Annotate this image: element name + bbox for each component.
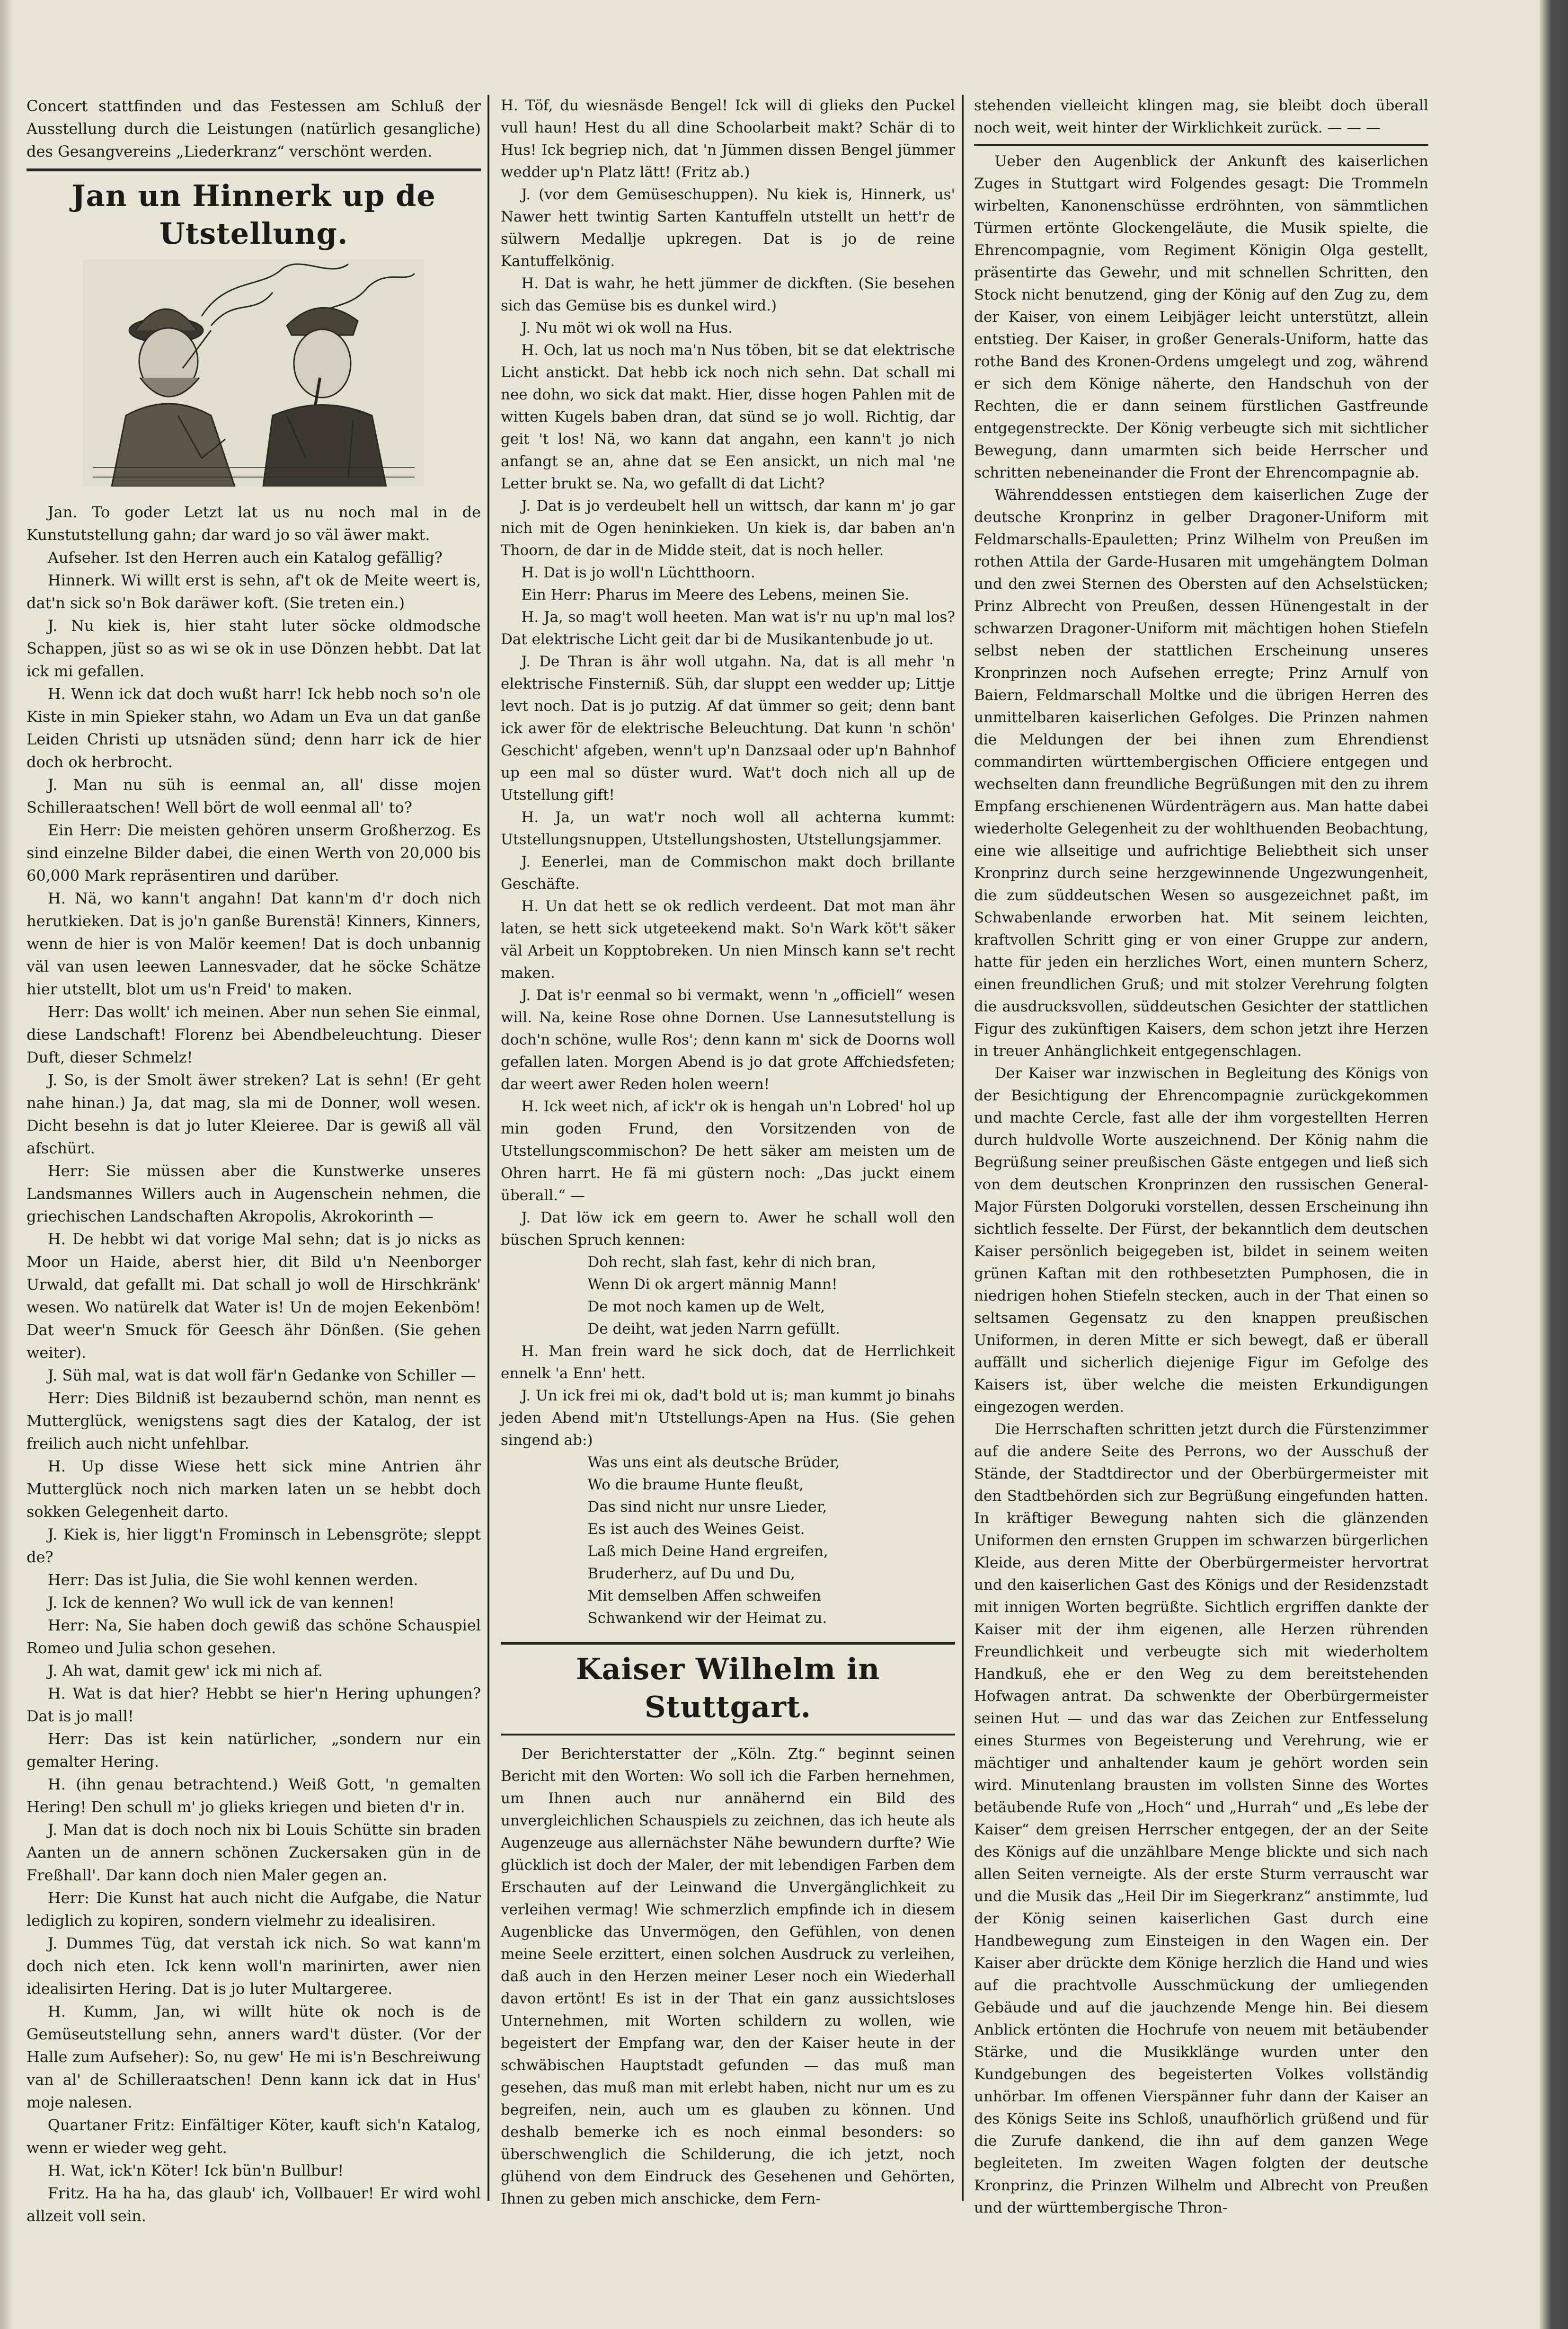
text-paragraph: J. Dummes Tüg, dat verstah ick nich. So wat kann'm doch nich eten. Ick kenn woll'n marinirten, awer nien idealisirten Hering. Dat is jo luter Multargeree. xyxy=(27,1934,481,1998)
text-paragraph: Es ist auch des Weines Geist. xyxy=(587,1521,805,1538)
text-paragraph: Herr: Das ist Julia, die Sie wohl kennen werden. xyxy=(47,1571,418,1589)
page-left-edge xyxy=(0,0,13,2329)
text-paragraph: Ein Herr: Pharus im Meere des Lebens, meinen Sie. xyxy=(521,586,910,603)
kaiser-article-paragraph: Der Berichterstatter der „Köln. Ztg.“ beginnt seinen Bericht mit den Worten: Wo soll ich die Farben hernehmen, um Ihnen auch nur annähernd ein Bild des unvergleichlichen Schauspiels zu zeichnen, das ich heute als Augenzeuge aus allernächster Nähe bewundern durfte? Wie glücklich ist doch der Maler, der mit lebendigen Farben dem Erschauten auf der Leinwand die Unvergänglichkeit zu verleihen vermag! Wie schmerzlich empfinde ich in diesem Augenblicke das Unvermögen, den Gefühlen, von denen meine Seele erzittert, einen solchen Ausdruck zu verleihen, daß auch in den Herzen meiner Leser noch ein Wiederhall davon ertönt! Es ist in der That ein ganz aussichtsloses Unternehmen, mit Worten schildern zu wollen, wie begeistert der Empfang war, den der Kaiser heute in der schwäbischen Hauptstadt gefunden — das muß man gesehen, das muß man mit erlebt haben, nicht nur um es zu begreifen, nein, auch um es glauben zu können. Und deshalb bemerke ich es noch einmal besonders: so überschwenglich die Schilderung, die ich jetzt, noch glühend von dem Eindruck des Gesehenen und Gehörten, Ihnen zu geben mich anschicke, dem Fern- xyxy=(501,1745,955,2207)
text-paragraph: J. De Thran is ähr woll utgahn. Na, dat is all mehr 'n elektrische Finsterniß. Süh, dar sluppt een wedder up; Littje levt noch. Dat is jo putzig. Af dat ümmer so geit; denn bant ick awer för de elektrische Beleuchtung. Dat kunn 'n schön' Geschicht' afgeben, wenn't up'n Danzsaal oder up'n Bahnhof up een mal so düster wurd. Wat't doch nich all up de Utstellung gift! xyxy=(501,653,955,804)
text-paragraph: Herr: Das ist kein natürlicher, „sondern nur ein gemalter Hering. xyxy=(27,1730,481,1771)
text-paragraph: Laß mich Deine Hand ergreifen, xyxy=(587,1543,828,1560)
text-paragraph: J. Süh mal, wat is dat woll fär'n Gedanke von Schiller — xyxy=(47,1366,476,1384)
text-paragraph: De mot noch kamen up de Welt, xyxy=(587,1298,825,1315)
section-divider xyxy=(27,168,481,171)
text-paragraph: J. Nu möt wi ok woll na Hus. xyxy=(521,319,733,337)
text-paragraph: J. Kiek is, hier liggt'n Frominsch in Lebensgröte; sleppt de? xyxy=(27,1525,481,1566)
text-paragraph: Herr: Na, Sie haben doch gewiß das schöne Schauspiel Romeo und Julia schon gesehen. xyxy=(27,1616,481,1657)
text-paragraph: Hinnerk. Wi willt erst is sehn, af't ok de Meite weert is, dat'n sick so'n Bok daräwer koft. (Sie treten ein.) xyxy=(27,571,481,612)
text-paragraph: J. Dat is jo verdeubelt hell un wittsch, dar kann m' jo gar nich mit de Ogen heninkieken. Un kiek is, dar baben an'n Thoorn, de dar in de Midde steit, dat is noch heller. xyxy=(501,497,955,559)
column-2 xyxy=(501,95,955,2210)
text-paragraph: Der Kaiser war inzwischen in Begleitung des Königs von der Besichtigung der Ehrencompagnie zurückgekommen und machte Cercle, fast alle der ihm vorgestellten Herren durch huldvolle Worte auszeichnend. Der König nahm die Begrüßung seiner preußischen Gäste entgegen und ließ sich von dem deutschen Kronprinzen den russischen General-Major Fürsten Dolgoruki vorstellen, dessen Erscheinung ihn sichtlich fesselte. Der Fürst, der bekanntlich dem deutschen Kaiser persönlich beigegeben ist, bildet in seinem weiten grünen Kaftan mit den rothbesetzten Pumphosen, die in niedrigen hohen Stiefeln stecken, auch in der That einen so seltsamen Gegensatz zu den knappen preußischen Uniformen, in deren Mitte er sich bewegt, daß er überall auffällt und sicherlich diejenige Figur im Gefolge des Kaisers ist, über welche die meisten Erkundigungen eingezogen werden. xyxy=(974,1065,1428,1416)
kaiser-article-continued xyxy=(974,95,1428,2219)
text-paragraph: H. Kumm, Jan, wi willt hüte ok noch is de Gemüseutstellung sehn, anners ward't düster. (Vor der Halle zum Aufseher): So, nu gew' He mi is'n Beschreiwung van al' de Schilleraatschen! Denn kann ick dat in Hus' moje nalesen. xyxy=(27,2002,481,2111)
text-paragraph: H. Wenn ick dat doch wußt harr! Ick hebb noch so'n ole Kiste in min Spieker stahn, wo Adam un Eva un dat ganße Leiden Christi up utsnäden sünd; denn harr ick de hier doch ok herbrocht. xyxy=(27,685,481,771)
text-paragraph: J. Dat is'r eenmal so bi vermakt, wenn 'n „officiell“ wesen will. Na, keine Rose ohne Dornen. Use Lannesutstellung is doch'n schöne, wulle Ros'; denn kann m' sick de Doorns woll gefallen laten. Morgen Abend is jo dat grote Affchiedsfeten; dar weert awer Reden holen weern! xyxy=(501,987,955,1093)
text-paragraph: J. Un ick frei mi ok, dad't bold ut is; man kummt jo binahs jeden Abend mit'n Utstellungs-Apen na Hus. (Sie gehen singend ab:) xyxy=(501,1387,955,1449)
text-paragraph: Doh recht, slah fast, kehr di nich bran, xyxy=(587,1254,876,1271)
text-paragraph: H. Och, lat us noch ma'n Nus töben, bit se dat elektrische Licht anstickt. Dat hebb ick noch nich sehn. Dat schall mi nee dohn, wo sick dat makt. Hier, disse hogen Pahlen mit de witten Kugels baben dran, dat sünd se jo woll. Richtig, dar geit 't los! Nä, wo kann dat angahn, een kann't jo nich anfangt se an, ahne dat se Een ansickt, un nich mal 'ne Letter brukt se. Na, wo gefallt di dat Licht? xyxy=(501,342,955,492)
dialogue-jan-hinnerk xyxy=(27,501,481,2227)
intro-paragraph: Concert stattfinden und das Festessen am Schluß der Ausstellung durch die Leistungen (natürlich gesangliche) des Gesangvereins „Liederkranz“ verschönt werden. xyxy=(27,97,481,160)
section-divider xyxy=(501,1642,955,1645)
text-paragraph: J. Man nu süh is eenmal an, all' disse mojen Schilleraatschen! Well bört de woll eenmal all' to? xyxy=(27,776,481,816)
text-paragraph: Wenn Di ok argert männig Mann! xyxy=(587,1276,838,1293)
text-paragraph: H. Wat, ick'n Köter! Ick bün'n Bullbur! xyxy=(47,2161,344,2179)
section-divider xyxy=(974,144,1428,146)
page-right-edge xyxy=(1540,0,1568,2329)
text-paragraph: Herr: Sie müssen aber die Kunstwerke unseres Landsmannes Willers auch in Augenschein nehmen, die griechischen Landschaften Akropolis, Akrokorinth — xyxy=(27,1162,481,1225)
text-paragraph: J. Nu kiek is, hier staht luter söcke oldmodsche Schappen, jüst so as wi se ok in use Dönzen hebbt. Dat lat ick mi gefallen. xyxy=(27,617,481,680)
text-paragraph: H. Nä, wo kann't angahn! Dat kann'm d'r doch nich herutkieken. Dat is jo'n ganße Burenstä! Kinners, Kinners, wenn de hier is von Malör keemen! Dat is doch unbannig väl van usen leewen Lannesvader, dat he söcke Schätze hier utstellt, blot um us'n Freid' to maken. xyxy=(27,889,481,998)
text-paragraph: De deiht, wat jeden Narrn gefüllt. xyxy=(587,1320,840,1337)
text-paragraph: H. (ihn genau betrachtend.) Weiß Gott, 'n gemalten Hering! Den schull m' jo glieks kriegen und bieten d'r in. xyxy=(27,1775,481,1816)
text-paragraph: J. Ah wat, damit gew' ick mi nich af. xyxy=(47,1662,323,1680)
text-paragraph: Fritz. Ha ha ha, das glaub' ich, Vollbauer! Er wird wohl allzeit voll sein. xyxy=(27,2184,481,2225)
text-paragraph: H. Wat is dat hier? Hebbt se hier'n Hering uphungen? Dat is jo mall! xyxy=(27,1684,481,1725)
text-paragraph: Aufseher. Ist den Herren auch ein Katalog gefällig? xyxy=(47,549,443,567)
text-paragraph: Währenddessen entstiegen dem kaiserlichen Zuge der deutsche Kronprinz in gelber Dragoner-Uniform mit Feldmarschalls-Epauletten; Prinz Wilhelm von Preußen im rothen Attila der Garde-Husaren mit umgehängtem Dolman und den zwei Sternen des Obersten auf den Achselstücken; Prinz Albrecht von Preußen, dessen Hünengestalt in der schwarzen Dragoner-Uniform mit mächtigen hohen Stiefeln selbst neben der stattlichen Erscheinung unseres Kronprinzen noch Aufsehen erregte; Prinz Arnulf von Baiern, Feldmarschall Moltke und die übrigen Herren des unmittelbaren kaiserlichen Gefolges. Die Prinzen nahmen die Meldungen der bei ihnen zum Ehrendienst commandirten württembergischen Officiere entgegen und wechselten dann freundliche Begrüßungen mit den zu ihrem Empfang erschienenen Würdenträgern aus. Man hatte dabei wiederholte Gelegenheit zu der wohlthuenden Beobachtung, eine wie allseitige und aufrichtige Beliebtheit sich unser Kronprinz durch seine herzgewinnende Ungezwungenheit, die zum süddeutschen Wesen so ausgezeichnet paßt, im Schwabenlande erworben hat. Mit seinem leichten, kraftvollen Schritt ging er von einer Gruppe zur andern, hatte für jeden ein herzliches Wort, einen muntern Scherz, einen freundlichen Gruß; und mit stolzer Verehrung folgten die ausdrucksvollen, süddeutschen Gesichter der stattlichen Figur des zukünftigen Kaisers, dem schon jetzt ihre Herzen in treuer Anhänglichkeit entgegenschlagen. xyxy=(974,487,1428,1060)
text-paragraph: H. Töf, du wiesnäsde Bengel! Ick will di glieks den Puckel vull haun! Hest du all dine Schoolarbeit makt? Schär di to Hus! Ick begriep nich, dat 'n Jümmen dissen Bengel jümmer wedder up'n Platz lätt! (Fritz ab.) xyxy=(501,97,955,181)
text-paragraph: H. Dat is wahr, he hett jümmer de dickften. (Sie besehen sich das Gemüse bis es dunkel wird.) xyxy=(501,275,955,314)
text-paragraph: H. Dat is jo woll'n Lüchtthoorn. xyxy=(521,564,755,581)
text-paragraph: J. So, is der Smolt äwer streken? Lat is sehn! (Er geht nahe hinan.) Ja, dat mag, sla mi de Donner, woll wesen. Dicht besehn is dat jo luter Kleieree. Dar is gewiß all väl afschürt. xyxy=(27,1071,481,1157)
text-paragraph: Wo die braume Hunte fleußt, xyxy=(587,1476,804,1493)
dialogue-continued xyxy=(501,95,955,1629)
text-paragraph: H. Man frein ward he sick doch, dat de Herrlichkeit ennelk 'a Enn' hett. xyxy=(501,1343,955,1382)
text-paragraph: H. Un dat hett se ok redlich verdeent. Dat mot man ähr laten, se hett sick utgeteekend makt. So'n Wark köt't säker väl Arbeit un Kopptobreken. Un nien Minsch kann se't recht maken. xyxy=(501,898,955,982)
text-paragraph: Herr: Dies Bildniß ist bezaubernd schön, man nennt es Mutterglück, wenigstens sagt dies der Katalog, der ist freilich auch nicht unfehlbar. xyxy=(27,1389,481,1452)
title-underline xyxy=(501,1734,955,1736)
text-paragraph: Mit demselben Affen schweifen xyxy=(587,1587,821,1604)
text-paragraph: Herr: Das wollt' ich meinen. Aber nun sehen Sie einmal, diese Landschaft! Florenz bei Abendbeleuchtung. Dieser Duft, dieser Schmelz! xyxy=(27,1003,481,1066)
text-paragraph: Jan. To goder Letzt lat us nu noch mal in de Kunstutstellung gahn; dar ward jo so väl äwer makt. xyxy=(27,503,481,544)
text-paragraph: H. De hebbt wi dat vorige Mal sehn; dat is jo nicks as Moor un Haide, aberst hier, dit Bild u'n Neenborger Urwald, dat gefallt mi. Dat schall jo woll de Hirschkränk' wesen. Wo natürelk dat Water is! Un de mojen Eekenböm! Dat weer'n Smuck för Geesch ähr Dönßen. (Sie gehen weiter). xyxy=(27,1230,481,1362)
text-paragraph: Das sind nicht nur unsre Lieder, xyxy=(587,1498,827,1515)
text-paragraph: stehenden vielleicht klingen mag, sie bleibt doch überall noch weit, weit hinter der Wirklichkeit zurück. — — — xyxy=(974,97,1428,136)
two-men-smoking-illustration xyxy=(83,259,424,487)
text-paragraph: J. Man dat is doch noch nix bi Louis Schütte sin braden Aanten un de annern schönen Zuckersaken gün in de Freßhall'. Dar kann doch nien Maler gegen an. xyxy=(27,1821,481,1884)
text-paragraph: J. Dat löw ick em geern to. Awer he schall woll den büschen Spruch kennen: xyxy=(501,1209,955,1249)
text-paragraph: H. Ja, so mag't woll heeten. Man wat is'r nu up'n mal los? Dat elektrische Licht geit dar bi de Musikantenbude jo ut. xyxy=(501,609,955,648)
text-paragraph: Ein Herr: Die meisten gehören unserm Großherzog. Es sind einzelne Bilder dabei, die einen Werth von 20,000 bis 60,000 Mark repräsentiren und darüber. xyxy=(27,821,481,885)
article-title-jan-hinnerk: Jan un Hinnerk up de Utstellung. xyxy=(71,178,436,251)
column-1 xyxy=(27,95,481,2227)
text-paragraph: H. Ick weet nich, af ick'r ok is hengah un'n Lobred' hol up min goden Frund, den Vorsitzenden von de Utstellungscommischon? De hett säker am meisten um de Ohren harrt. He fä mi güstern noch: „Das juckt einem überall.“ — xyxy=(501,1098,955,1204)
text-paragraph: J. Ick de kennen? Wo wull ick de van kennen! xyxy=(47,1594,395,1612)
text-paragraph: J. (vor dem Gemüseschuppen). Nu kiek is, Hinnerk, us' Nawer hett twintig Sarten Kantuffeln utstellt un hett'r de sülwern Medallje upkregen. Dat is jo de reine Kantuffelkönig. xyxy=(501,186,955,270)
text-paragraph: H. Up disse Wiese hett sick mine Antrien ähr Mutterglück noch nich marken laten un se hebbt doch sokken Gelegenheit darto. xyxy=(27,1457,481,1521)
column-rule-1 xyxy=(487,95,489,2201)
column-rule-2 xyxy=(962,95,964,2201)
text-paragraph: Die Herrschaften schritten jetzt durch die Fürstenzimmer auf die andere Seite des Perrons, wo der Ausschuß der Stände, der Stadtdirector und der Oberbürgermeister mit den Stadtbehörden sich zur Begrüßung eingefunden hatten. In kräftiger Bewegung nahten sich die glänzenden Uniformen den ernsten Gruppen im schwarzen bürgerlichen Kleide, aus deren Mitte der Oberbürgermeister hervortrat und den kaiserlichen Gast des Königs und der Residenzstadt mit innigen Worten begrüßte. Sichtlich ergriffen dankte der Kaiser mit der ihm eigenen, alle Herzen rührenden Freundlichkeit und verbeugte sich mit wiederholtem Handkuß, ehe er den Weg zu dem bereitstehenden Hofwagen antrat. Da schwenkte der Oberbürgermeister seinen Hut — und das war das Zeichen zur Entfesselung eines Sturmes von Begeisterung und Verehrung, wie er mächtiger und anhaltender kaum je gehört worden sein wird. Minutenlang brausten im vollsten Sinne des Wortes betäubende Rufe von „Hoch“ und „Hurrah“ und „Es lebe der Kaiser“ dem greisen Herrscher entgegen, der an der Seite des Königs auf die unzählbare Menge blickte und sich nach allen Seiten verneigte. Als der erste Sturm verrauscht war und die Musik das „Heil Dir im Siegerkranz“ anstimmte, lud der König seinen kaiserlichen Gast durch eine Handbewegung zum Einsteigen in den Wagen ein. Der Kaiser aber drückte dem Könige herzlich die Hand und wies auf die prachtvolle Ausschmückung der umliegenden Gebäude und auf die jauchzende Menge hin. Bei diesem Anblick ertönten die Hochrufe von neuem mit betäubender Stärke, und die Musikklänge wurden unter den Kundgebungen des begeisterten Volkes vollständig unhörbar. Im offenen Vierspänner fuhr dann der Kaiser an des Königs Seite ins Schloß, unaufhörlich grüßend und für die Zurufe dankend, die ihn auf dem ganzen Wege begleiteten. Im zweiten Wagen folgten der deutsche Kronprinz, die Prinzen Wilhelm und Albrecht von Preußen und der württembergische Thron- xyxy=(974,1421,1428,2216)
text-paragraph: Quartaner Fritz: Einfältiger Köter, kauft sich'n Katalog, wenn er wieder weg geht. xyxy=(27,2116,481,2157)
text-paragraph: Herr: Die Kunst hat auch nicht die Aufgabe, die Natur lediglich zu kopiren, sondern vielmehr zu idealisiren. xyxy=(27,1889,481,1930)
text-paragraph: J. Eenerlei, man de Commischon makt doch brillante Geschäfte. xyxy=(501,853,955,893)
text-paragraph: Schwankend wir der Heimat zu. xyxy=(587,1610,827,1627)
text-paragraph: Was uns eint als deutsche Brüder, xyxy=(587,1454,840,1471)
column-3 xyxy=(974,95,1428,2219)
text-paragraph: Ueber den Augenblick der Ankunft des kaiserlichen Zuges in Stuttgart wird Folgendes gesagt: Die Trommeln wirbelten, Kanonenschüsse erdröhnten, von sämmtlichen Türmen ertönte Glockengeläute, die Musik spielte, die Ehrencompagnie, vom Regiment Königin Olga gestellt, präsentirte das Gewehr, und mit schnellen Schritten, den Stock nicht benutzend, ging der König auf den Zug zu, dem der Kaiser, von einem Leibjäger leicht unterstützt, allein entstieg. Der Kaiser, in großer Generals-Uniform, hatte das rothe Band des Kronen-Ordens umgelegt und zog, während er sich dem Könige näherte, den Handschuh von der Rechten, die er dann seinem fürstlichen Gastfreunde entgegenstreckte. Der König verbeugte sich mit sichtlicher Bewegung, dann umarmten sich beide Herrscher und schritten nebeneinander die Front der Ehrencompagnie ab. xyxy=(974,153,1428,481)
text-paragraph: Bruderherz, auf Du und Du, xyxy=(587,1565,795,1582)
article-title-kaiser-wilhelm: Kaiser Wilhelm in Stuttgart. xyxy=(576,1652,880,1724)
text-paragraph: H. Ja, un wat'r noch woll all achterna kummt: Utstellungsnuppen, Utstellungshosten, Utstellungsjammer. xyxy=(501,809,955,848)
